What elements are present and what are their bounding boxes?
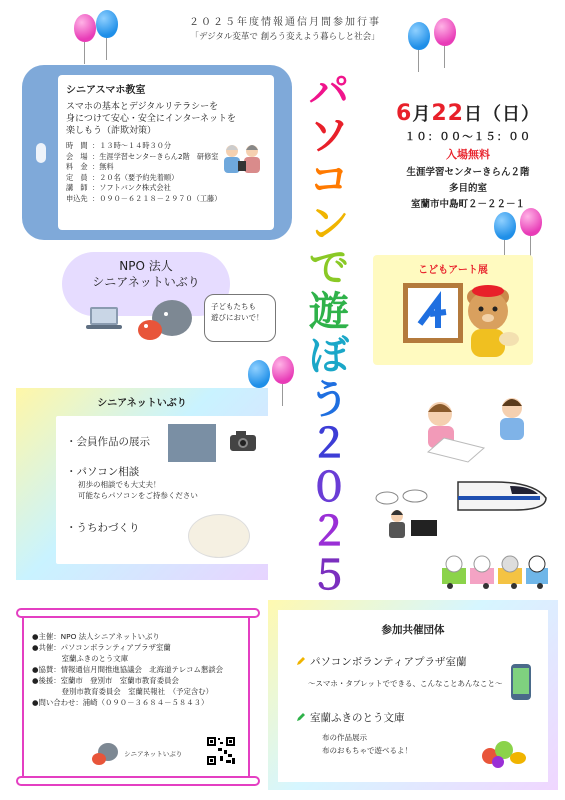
cloth-toys-icon — [480, 732, 528, 770]
info-row-capacity: 定 員 ：２０名（要予約先着順） — [66, 172, 179, 182]
senior-net-content — [56, 416, 278, 564]
fan-photo — [188, 514, 250, 558]
co-sponsors-panel — [268, 600, 558, 790]
laptop-icon — [86, 305, 122, 333]
balloon-icon — [74, 14, 96, 42]
title-char: 遊 — [309, 289, 349, 335]
organizer-row: 室蘭ふきのとう文庫 — [32, 654, 129, 663]
balloon-icon — [408, 22, 430, 50]
event-date: 6月22日（日） — [396, 101, 540, 126]
seniors-illustration-icon — [218, 141, 266, 177]
organizers-scroll — [22, 614, 250, 780]
smartphone-class-panel — [22, 65, 292, 240]
balloon-icon — [494, 212, 516, 240]
event-date-block — [388, 100, 548, 210]
title-char: ０ — [309, 465, 349, 511]
balloon-icon — [520, 208, 542, 236]
organizer-row: ●問い合わせ：浦崎（０９０－３６８４－５８４３） — [32, 698, 209, 707]
info-row-fee: 料 金 ：無料 — [66, 162, 114, 171]
event-room: 多目的室 — [448, 183, 487, 194]
mascot-icon — [132, 292, 194, 346]
main-title-vertical — [298, 70, 360, 598]
balloon-icon — [434, 18, 456, 46]
phone-class-title: シニアスマホ教室 — [66, 85, 146, 96]
animal-train-icon — [440, 548, 550, 590]
woman-at-computer-icon — [375, 488, 447, 542]
title-char: ５ — [309, 553, 349, 599]
children-drawing-icon — [414, 392, 536, 466]
activity-pc-consult: ・パソコン相談 — [66, 466, 140, 478]
balloon-icon — [248, 360, 270, 388]
title-char: ソ — [309, 113, 349, 159]
organizer-row: 登別市教育委員会 室蘭民報社 （予定含む） — [32, 687, 214, 696]
pencil-icon — [296, 656, 306, 666]
painter-bear-icon — [453, 283, 523, 361]
phone-screen — [58, 75, 274, 230]
npo-subname: シニアネットいぶり — [92, 275, 200, 289]
info-row-time: 時 間 ：１３時～１４時３０分 — [66, 141, 172, 150]
event-admission: 入場無料 — [446, 148, 490, 161]
organizer-row: ●共催：パソコンボランティアプラザ室蘭 — [32, 643, 171, 652]
speech-bubble — [204, 294, 276, 342]
organizer-row: ●後援：室蘭市 登別市 室蘭市教育委員会 — [32, 676, 179, 685]
consult-note-1: 初歩の相談でも大丈夫！ — [78, 480, 161, 489]
phone-class-lead — [66, 101, 266, 137]
organizer-row: ●協賛：情報通信月間推進協議会 北海道テレコム懇談会 — [32, 665, 224, 674]
camera-icon — [228, 430, 258, 452]
bullet-train-icon — [454, 470, 550, 518]
speech-line: 遊びにおいで！ — [211, 313, 264, 322]
mascot-logo-icon — [90, 740, 120, 768]
co-sponsors-title: 参加共催団体 — [381, 624, 445, 636]
title-char: ２ — [309, 421, 349, 467]
kids-art-panel — [373, 255, 533, 365]
title-char: う — [309, 377, 349, 423]
sponsor-2-desc-2: 布のおもちゃで遊べるよ！ — [322, 746, 412, 755]
pencil-icon — [296, 712, 306, 722]
sponsor-2-name: 室蘭ふきのとう文庫 — [310, 712, 405, 724]
senior-net-title: シニアネットいぶり — [97, 398, 187, 409]
exhibition-photo — [168, 424, 216, 462]
title-char: ン — [309, 201, 349, 247]
title-char: ぼ — [309, 333, 349, 379]
organizer-row: ●主催：NPO 法人シニアネットいぶり — [32, 632, 160, 641]
lead-line: 身につけて安心・安全にインターネットを — [66, 114, 237, 124]
title-char: ２ — [309, 509, 349, 555]
scroll-roll-top — [16, 608, 260, 618]
info-row-contact: 申込先 ：０９０－６２１８－２９７０（工藤） — [66, 193, 222, 203]
sponsor-2-desc-1: 布の作品展示 — [322, 733, 367, 742]
lead-line: 楽しもう（詐欺対策） — [66, 126, 157, 136]
header-title: ２０２５年度情報通信月間参加行事 — [189, 17, 381, 28]
logo-label: シニアネットいぶり — [124, 750, 183, 758]
balloon-icon — [96, 10, 118, 38]
balloon-icon — [272, 356, 294, 384]
scroll-roll-bottom — [16, 776, 260, 786]
event-time: １０：００～１５：００ — [404, 131, 532, 143]
activity-exhibition: ・会員作品の展示 — [66, 436, 150, 448]
sponsor-1-desc: ～スマホ・タブレットでできる、こんなことあんなこと～ — [308, 679, 503, 688]
speech-line: 子どもたちも — [211, 302, 256, 311]
lead-line: スマホの基本とデジタルリテラシーを — [66, 102, 219, 112]
info-row-lecturer: 講 師 ：ソフトバンク株式会社 — [66, 183, 171, 192]
senior-net-panel — [16, 388, 268, 580]
qr-code-icon — [206, 736, 236, 766]
title-char: パ — [309, 69, 349, 115]
event-venue: 生涯学習センターきらん２階 — [406, 167, 530, 178]
header-slogan: 「デジタル変革で 創ろう変えよう暮らしと社会」 — [190, 32, 380, 42]
smartphone-icon — [508, 662, 534, 702]
info-row-venue: 会 場 ：生涯学習センターきらん2階 研修室 — [66, 151, 219, 161]
title-char: コ — [309, 157, 349, 203]
phone-camera-icon — [36, 143, 46, 163]
co-sponsors-content — [278, 610, 548, 782]
consult-note-2: 可能ならパソコンをご持参ください — [78, 491, 198, 500]
title-char: で — [309, 245, 349, 291]
sponsor-1-name: パソコンボランティアプラザ室蘭 — [310, 656, 467, 668]
kids-art-title: こどもアート展 — [418, 265, 488, 276]
event-address: 室蘭市中島町２－２２－１ — [410, 199, 525, 210]
activity-fan-making: ・うちわづくり — [66, 522, 140, 534]
npo-name: NPO 法人 — [119, 259, 173, 273]
